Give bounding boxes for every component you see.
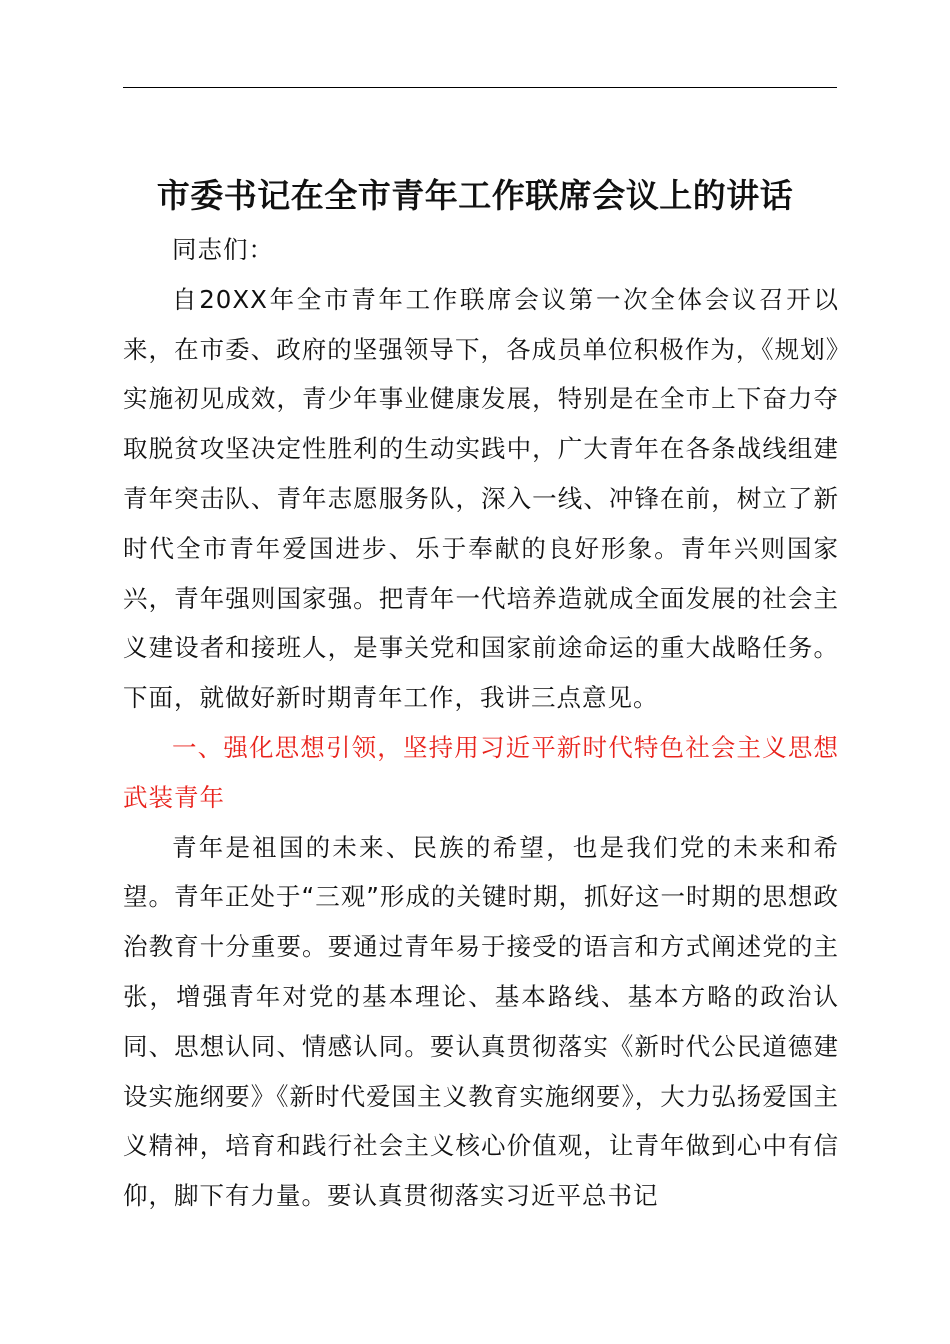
salutation: 同志们： — [172, 235, 274, 264]
document-body — [123, 225, 839, 1221]
section-paragraph: 青年是祖国的未来、民族的希望，也是我们党的未来和希望。青年正处于“三观”形成的关键时期，抓好这一时期的思想政治教育十分重要。要通过青年易于接受的语言和方式阐述党的主张，增强青年对党的基本理论、基本路线、基本方略的政治认同、思想认同、情感认同。要认真贯彻落实《新时代公民道德建设实施纲要》《新时代爱国主义教育实施纲要》，大力弘扬爱国主义精神，培育和践行社会主义核心价值观，让青年做到心中有信仰，脚下有力量。要认真贯彻落实习近平总书记 — [123, 832, 839, 1211]
document-title: 市委书记在全市青年工作联席会议上的讲话 — [156, 176, 794, 216]
section-heading: 一、强化思想引领，坚持用习近平新时代特色社会主义思想武装青年 — [123, 732, 839, 812]
header-rule — [123, 87, 837, 88]
intro-paragraph: 自20XX年全市青年工作联席会议第一次全体会议召开以来，在市委、政府的坚强领导下，各成员单位积极作为，《规划》实施初见成效，青少年事业健康发展，特别是在全市上下奋力夺取脱贫攻坚决定性胜利的生动实践中，广大青年在各条战线组建青年突击队、青年志愿服务队，深入一线、冲锋在前，树立了新时代全市青年爱国进步、乐于奉献的良好形象。青年兴则国家兴，青年强则国家强。把青年一代培养造就成全面发展的社会主义建设者和接班人，是事关党和国家前途命运的重大战略任务。下面，就做好新时期青年工作，我讲三点意见。 — [123, 284, 839, 713]
